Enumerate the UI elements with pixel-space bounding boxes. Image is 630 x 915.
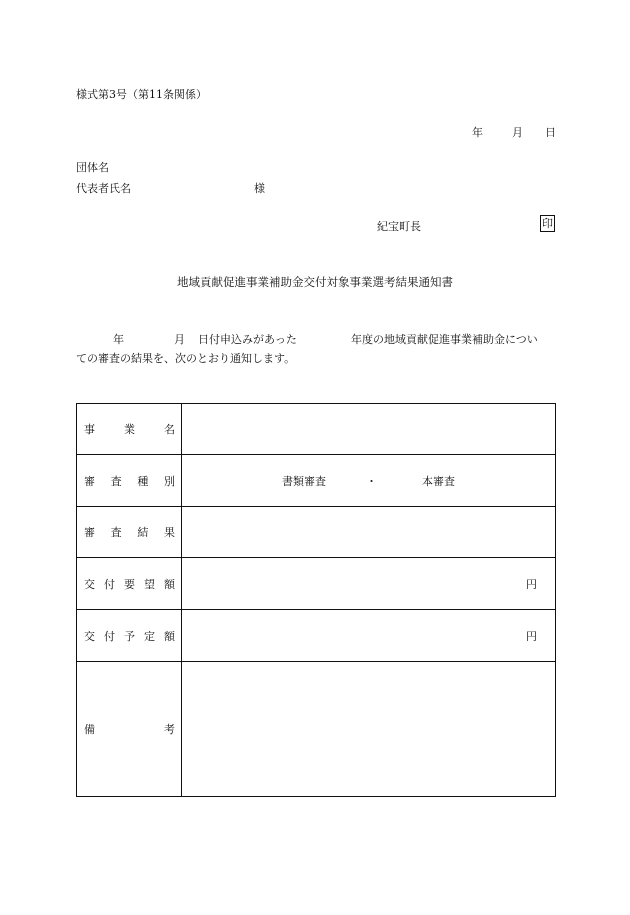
label-review-result: 審 査 結 果 xyxy=(77,507,182,558)
table-row-remarks xyxy=(77,662,556,797)
table-row-review-type xyxy=(77,455,556,507)
value-review-type xyxy=(182,455,556,507)
seal-mark: 印 xyxy=(542,217,553,230)
label-review-type: 審 査 種 別 xyxy=(77,455,182,507)
review-option-main[interactable]: 本審査 xyxy=(422,474,455,488)
review-option-document[interactable]: 書類審査 xyxy=(282,474,326,488)
table-row-scheduled-amount xyxy=(77,610,556,662)
representative-name-label: 代表者氏名 xyxy=(76,182,131,195)
body-month: 月 xyxy=(174,333,185,346)
date-year-label: 年 xyxy=(472,126,483,139)
organization-name-label: 団体名 xyxy=(76,161,109,174)
date-day-label: 日 xyxy=(545,126,556,139)
label-requested-amount: 交 付 要 望 額 xyxy=(77,558,182,610)
mayor-title: 紀宝町長 xyxy=(377,220,421,233)
table-row-project-name xyxy=(77,404,556,455)
value-review-result[interactable] xyxy=(182,507,556,558)
review-option-separator: ・ xyxy=(366,474,377,488)
yen-unit: 円 xyxy=(526,629,537,643)
table-row-review-result xyxy=(77,507,556,558)
body-day-text: 日付申込みがあった xyxy=(198,333,297,346)
body-line-2: ての審査の結果を、次のとおり通知します。 xyxy=(76,352,296,365)
table-row-requested-amount xyxy=(77,558,556,610)
honorific: 様 xyxy=(254,182,265,195)
yen-unit: 円 xyxy=(526,577,537,591)
document-title: 地域貢献促進事業補助金交付対象事業選考結果通知書 xyxy=(177,275,453,289)
body-year: 年 xyxy=(113,333,124,346)
form-number: 様式第3号（第11条関係） xyxy=(76,88,207,101)
label-project-name: 事 業 名 xyxy=(77,404,182,455)
value-remarks[interactable] xyxy=(182,662,556,797)
date-month-label: 月 xyxy=(512,126,523,139)
value-requested-amount[interactable] xyxy=(182,558,556,610)
label-remarks: 備 考 xyxy=(77,662,182,797)
result-table xyxy=(76,403,556,797)
label-scheduled-amount: 交 付 予 定 額 xyxy=(77,610,182,662)
value-scheduled-amount[interactable] xyxy=(182,610,556,662)
body-fiscal-text: 年度の地域貢献促進事業補助金につい xyxy=(351,333,538,346)
value-project-name[interactable] xyxy=(182,404,556,455)
